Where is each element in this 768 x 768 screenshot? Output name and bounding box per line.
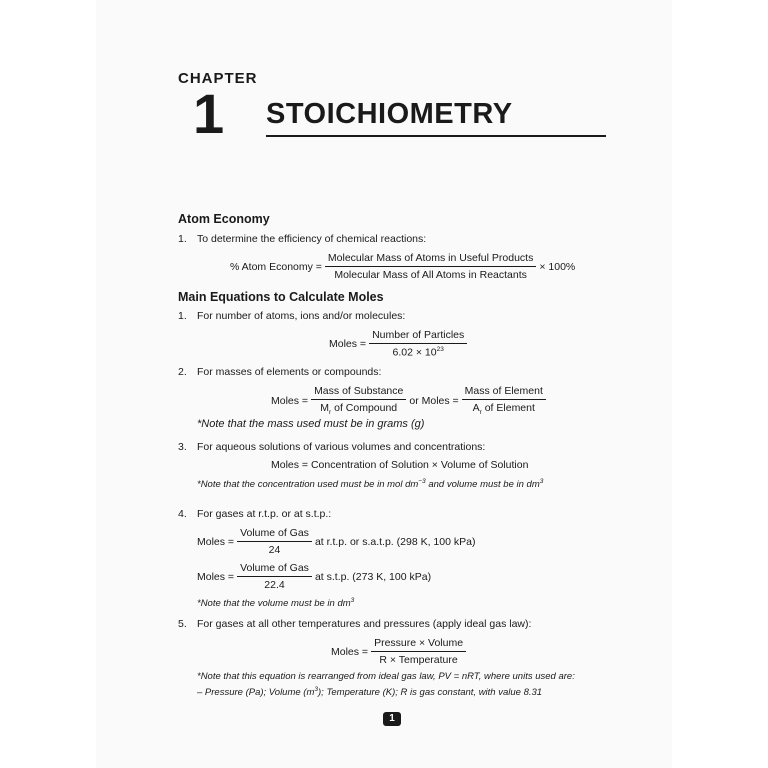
numerator: Number of Particles xyxy=(369,329,467,344)
note-text: – Pressure (Pa); Volume $(m^3)$; Temperature (K); R is gas constant, with value 8.31 xyxy=(197,686,543,699)
note-text: *Note that this equation is rearranged from ideal gas law, PV = nRT, where units used are: xyxy=(197,671,575,682)
fraction xyxy=(369,329,467,359)
condition-text: at r.t.p. or s.a.t.p. (298 K, 100 kPa) xyxy=(314,535,476,548)
list-number: 1. xyxy=(178,233,187,245)
list-item-text: For gases at r.t.p. or at s.t.p.: xyxy=(197,508,332,520)
list-number: 2. xyxy=(178,366,187,378)
note-text: *Note that the concentration used must be in mol $dm^{-3}$ and volume must be in $dm^3$ xyxy=(197,478,544,491)
denominator: $A_r$ of Element xyxy=(472,402,535,417)
list-number: 5. xyxy=(178,618,187,630)
equation-lhs: Moles = xyxy=(271,394,309,407)
fraction xyxy=(462,385,546,416)
concentration-equation: Moles = Concentration of Solution × Volume of Solution xyxy=(271,459,529,471)
list-item-text: For gases at all other temperatures and pressures (apply ideal gas law): xyxy=(197,618,532,630)
page-number: 1 xyxy=(383,712,401,726)
fraction xyxy=(237,562,312,591)
particles-equation xyxy=(329,329,470,359)
numerator: Molecular Mass of Atoms in Useful Products xyxy=(325,252,536,267)
list-item-text: For aqueous solutions of various volumes and concentrations: xyxy=(197,441,486,453)
numerator: Volume of Gas xyxy=(237,527,312,542)
title-underline xyxy=(266,135,606,137)
denominator: $6.02 \times 10^{23}$ xyxy=(392,346,444,359)
moles-heading: Main Equations to Calculate Moles xyxy=(178,290,384,304)
equation-connector: or Moles = xyxy=(409,394,459,407)
fraction xyxy=(325,252,536,281)
chapter-title: STOICHIOMETRY xyxy=(266,98,513,130)
denominator: 22.4 xyxy=(264,579,285,591)
numerator: Mass of Element xyxy=(462,385,546,400)
condition-text: at s.t.p. (273 K, 100 kPa) xyxy=(314,570,432,583)
note-text: *Note that the mass used must be in grams (g) xyxy=(197,418,425,430)
chapter-label: CHAPTER xyxy=(178,70,258,87)
equation-lhs: Moles = xyxy=(329,337,367,350)
gas-stp-equation xyxy=(197,562,431,591)
numerator: Pressure × Volume xyxy=(371,637,466,652)
equation-lhs: % Atom Economy = xyxy=(230,260,322,273)
numerator: Volume of Gas xyxy=(237,562,312,577)
note-text: *Note that the volume must be in $dm^3$ xyxy=(197,597,355,610)
numerator: Mass of Substance xyxy=(311,385,406,400)
mass-equation xyxy=(271,385,549,416)
gas-rtp-equation xyxy=(197,527,475,556)
list-item-text: For masses of elements or compounds: xyxy=(197,366,382,378)
equation-rhs: × 100% xyxy=(539,260,576,273)
equation-lhs: Moles = xyxy=(197,535,235,548)
fraction xyxy=(371,637,466,666)
fraction xyxy=(311,385,406,416)
denominator: $M_r$ of Compound xyxy=(320,402,398,417)
equation-lhs: Moles = xyxy=(197,570,235,583)
list-item-text: To determine the efficiency of chemical reactions: xyxy=(197,233,427,245)
fraction xyxy=(237,527,312,556)
denominator: R × Temperature xyxy=(379,654,458,666)
list-number: 3. xyxy=(178,441,187,453)
equation-lhs: Moles = xyxy=(331,645,369,658)
ideal-gas-equation xyxy=(331,637,469,666)
list-item-text: For number of atoms, ions and/or molecules: xyxy=(197,310,406,322)
list-number: 4. xyxy=(178,508,187,520)
atom-economy-equation xyxy=(230,252,575,281)
chapter-number: 1 xyxy=(193,82,225,145)
atom-economy-heading: Atom Economy xyxy=(178,212,270,226)
denominator: Molecular Mass of All Atoms in Reactants xyxy=(334,269,527,281)
denominator: 24 xyxy=(268,544,281,556)
list-number: 1. xyxy=(178,310,187,322)
